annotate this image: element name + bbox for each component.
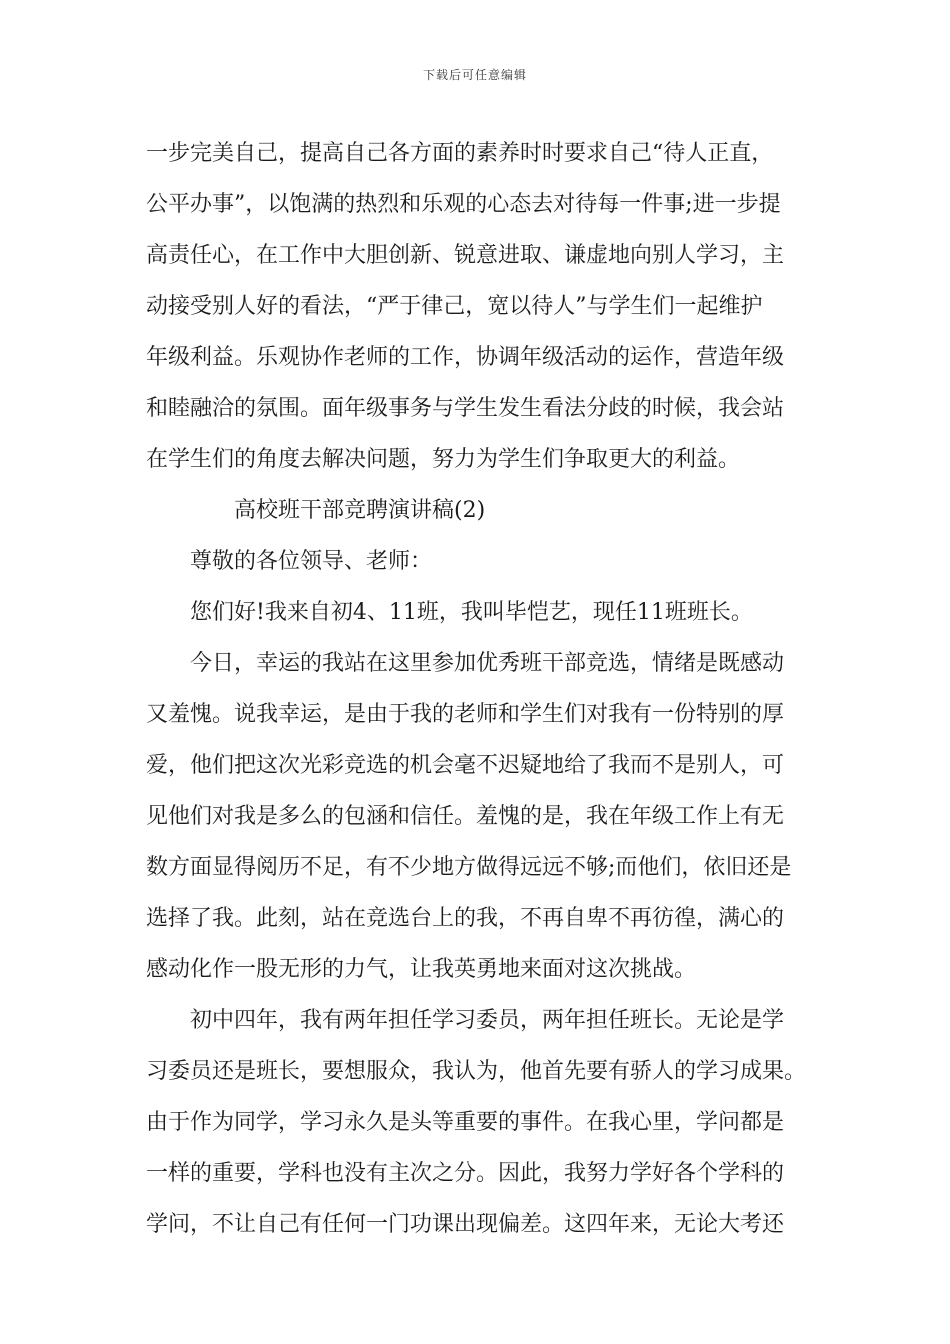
text-line: 见他们对我是多么的包涵和信任。羞愧的是，我在年级工作上有无 (146, 804, 785, 829)
text-line: 一样的重要，学科也没有主次之分。因此，我努力学好各个学科的 (146, 1161, 785, 1186)
text-line: 选择了我。此刻，站在竞选台上的我，不再自卑不再彷徨，满心的 (146, 906, 785, 931)
text-line: 一步完美自己，提高自己各方面的素养时时要求自己“待人正直， (146, 141, 774, 166)
text-line: 和睦融洽的氛围。面年级事务与学生发生看法分歧的时候，我会站 (146, 396, 785, 421)
greeting: 您们好!我来自初4、11班，我叫毕恺艺，现任11班班长。 (190, 600, 753, 625)
text-line: 感动化作一股无形的力气，让我英勇地来面对这次挑战。 (146, 957, 697, 982)
text-line: 习委员还是班长，要想服众，我认为，他首先要有骄人的学习成果。 (146, 1059, 807, 1084)
text-line: 初中四年，我有两年担任学习委员，两年担任班长。无论是学 (190, 1008, 785, 1033)
text-line: 数方面显得阅历不足，有不少地方做得远远不够;而他们，依旧还是 (146, 855, 792, 880)
text-line: 在学生们的角度去解决问题，努力为学生们争取更大的利益。 (146, 447, 741, 472)
text-line: 高责任心，在工作中大胆创新、锐意进取、谦虚地向别人学习，主 (146, 243, 785, 268)
text-line: 今日，幸运的我站在这里参加优秀班干部竞选，情绪是既感动 (190, 651, 785, 676)
text-line: 由于作为同学，学习永久是头等重要的事件。在我心里，学问都是 (146, 1110, 785, 1135)
text-line: 学问，不让自己有任何一门功课出现偏差。这四年来，无论大考还 (146, 1212, 785, 1237)
section-title: 高校班干部竞聘演讲稿(2) (234, 498, 486, 523)
text-line: 年级利益。乐观协作老师的工作，协调年级活动的运作，营造年级 (146, 345, 785, 370)
document-body (146, 128, 816, 1250)
text-line: 动接受别人好的看法，“严于律己，宽以待人”与学生们一起维护 (146, 294, 763, 319)
salutation: 尊敬的各位领导、老师： (190, 549, 433, 574)
text-line: 又羞愧。说我幸运，是由于我的老师和学生们对我有一份特别的厚 (146, 702, 785, 727)
text-line: 公平办事”，以饱满的热烈和乐观的心态去对待每一件事;进一步提 (146, 192, 781, 217)
text-line: 爱，他们把这次光彩竞选的机会毫不迟疑地给了我而不是别人，可 (146, 753, 785, 778)
page-header: 下载后可任意编辑 (422, 68, 527, 82)
